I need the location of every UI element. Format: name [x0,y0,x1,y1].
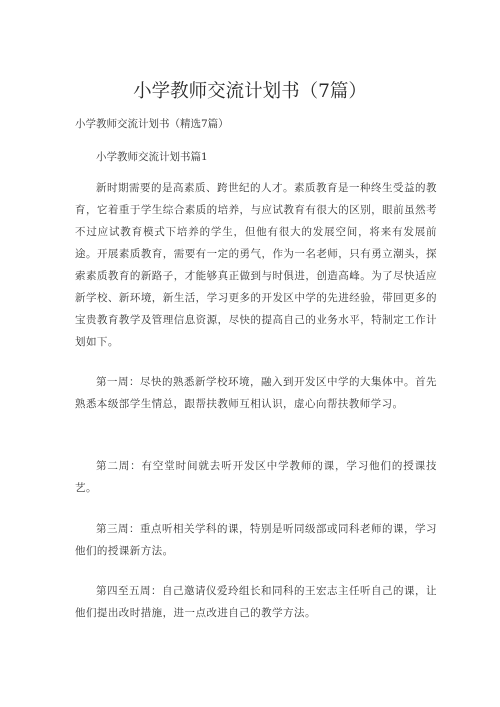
paragraph-week-2: 第二周：有空堂时间就去听开发区中学教师的课，学习他们的授课技艺。 [75,460,437,494]
document-title: 小学教师交流计划书（7篇） [133,81,367,102]
paragraph-week-3: 第三周：重点听相关学科的课，特别是听同级部或同科老师的课，学习他们的授课新方法。 [75,523,437,557]
paragraph-week-4-5: 第四至五周：自己邀请仪爱玲组长和同科的王宏志主任听自己的课，让他们提出改时措施，进一点改进自己的教学方法。 [75,585,437,619]
document-subtitle: 小学教师交流计划书（精选7篇） [75,118,229,130]
paragraph-intro: 新时期需要的是高素质、跨世纪的人才。素质教育是一种终生受益的教育，它着重于学生综合素质的培养，与应试教育有很大的区别，眼前虽然考不过应试教育模式下培养的学生，但他有很大的发展空间，将来有发展前途。开展素质教育，需要有一定的勇气，作为一名老师，只有勇立潮头，探索素质教育的新路子，才能够真正做到与时俱进，创造高峰。为了尽快适应新学校、新环境，新生活，学习更多的开发区中学的先进经验，带回更多的宝贵教育教学及管理信息资源，尽快的提高自己的业务水平，特制定工作计划如下。 [75,182,437,348]
paragraph-week-1: 第一周：尽快的熟悉新学校环境，融入到开发区中学的大集体中。首先熟悉本级部学生情总，跟帮扶教师互相认识，虚心向帮扶教师学习。 [75,376,437,410]
section-heading: 小学教师交流计划书篇1 [96,151,208,163]
